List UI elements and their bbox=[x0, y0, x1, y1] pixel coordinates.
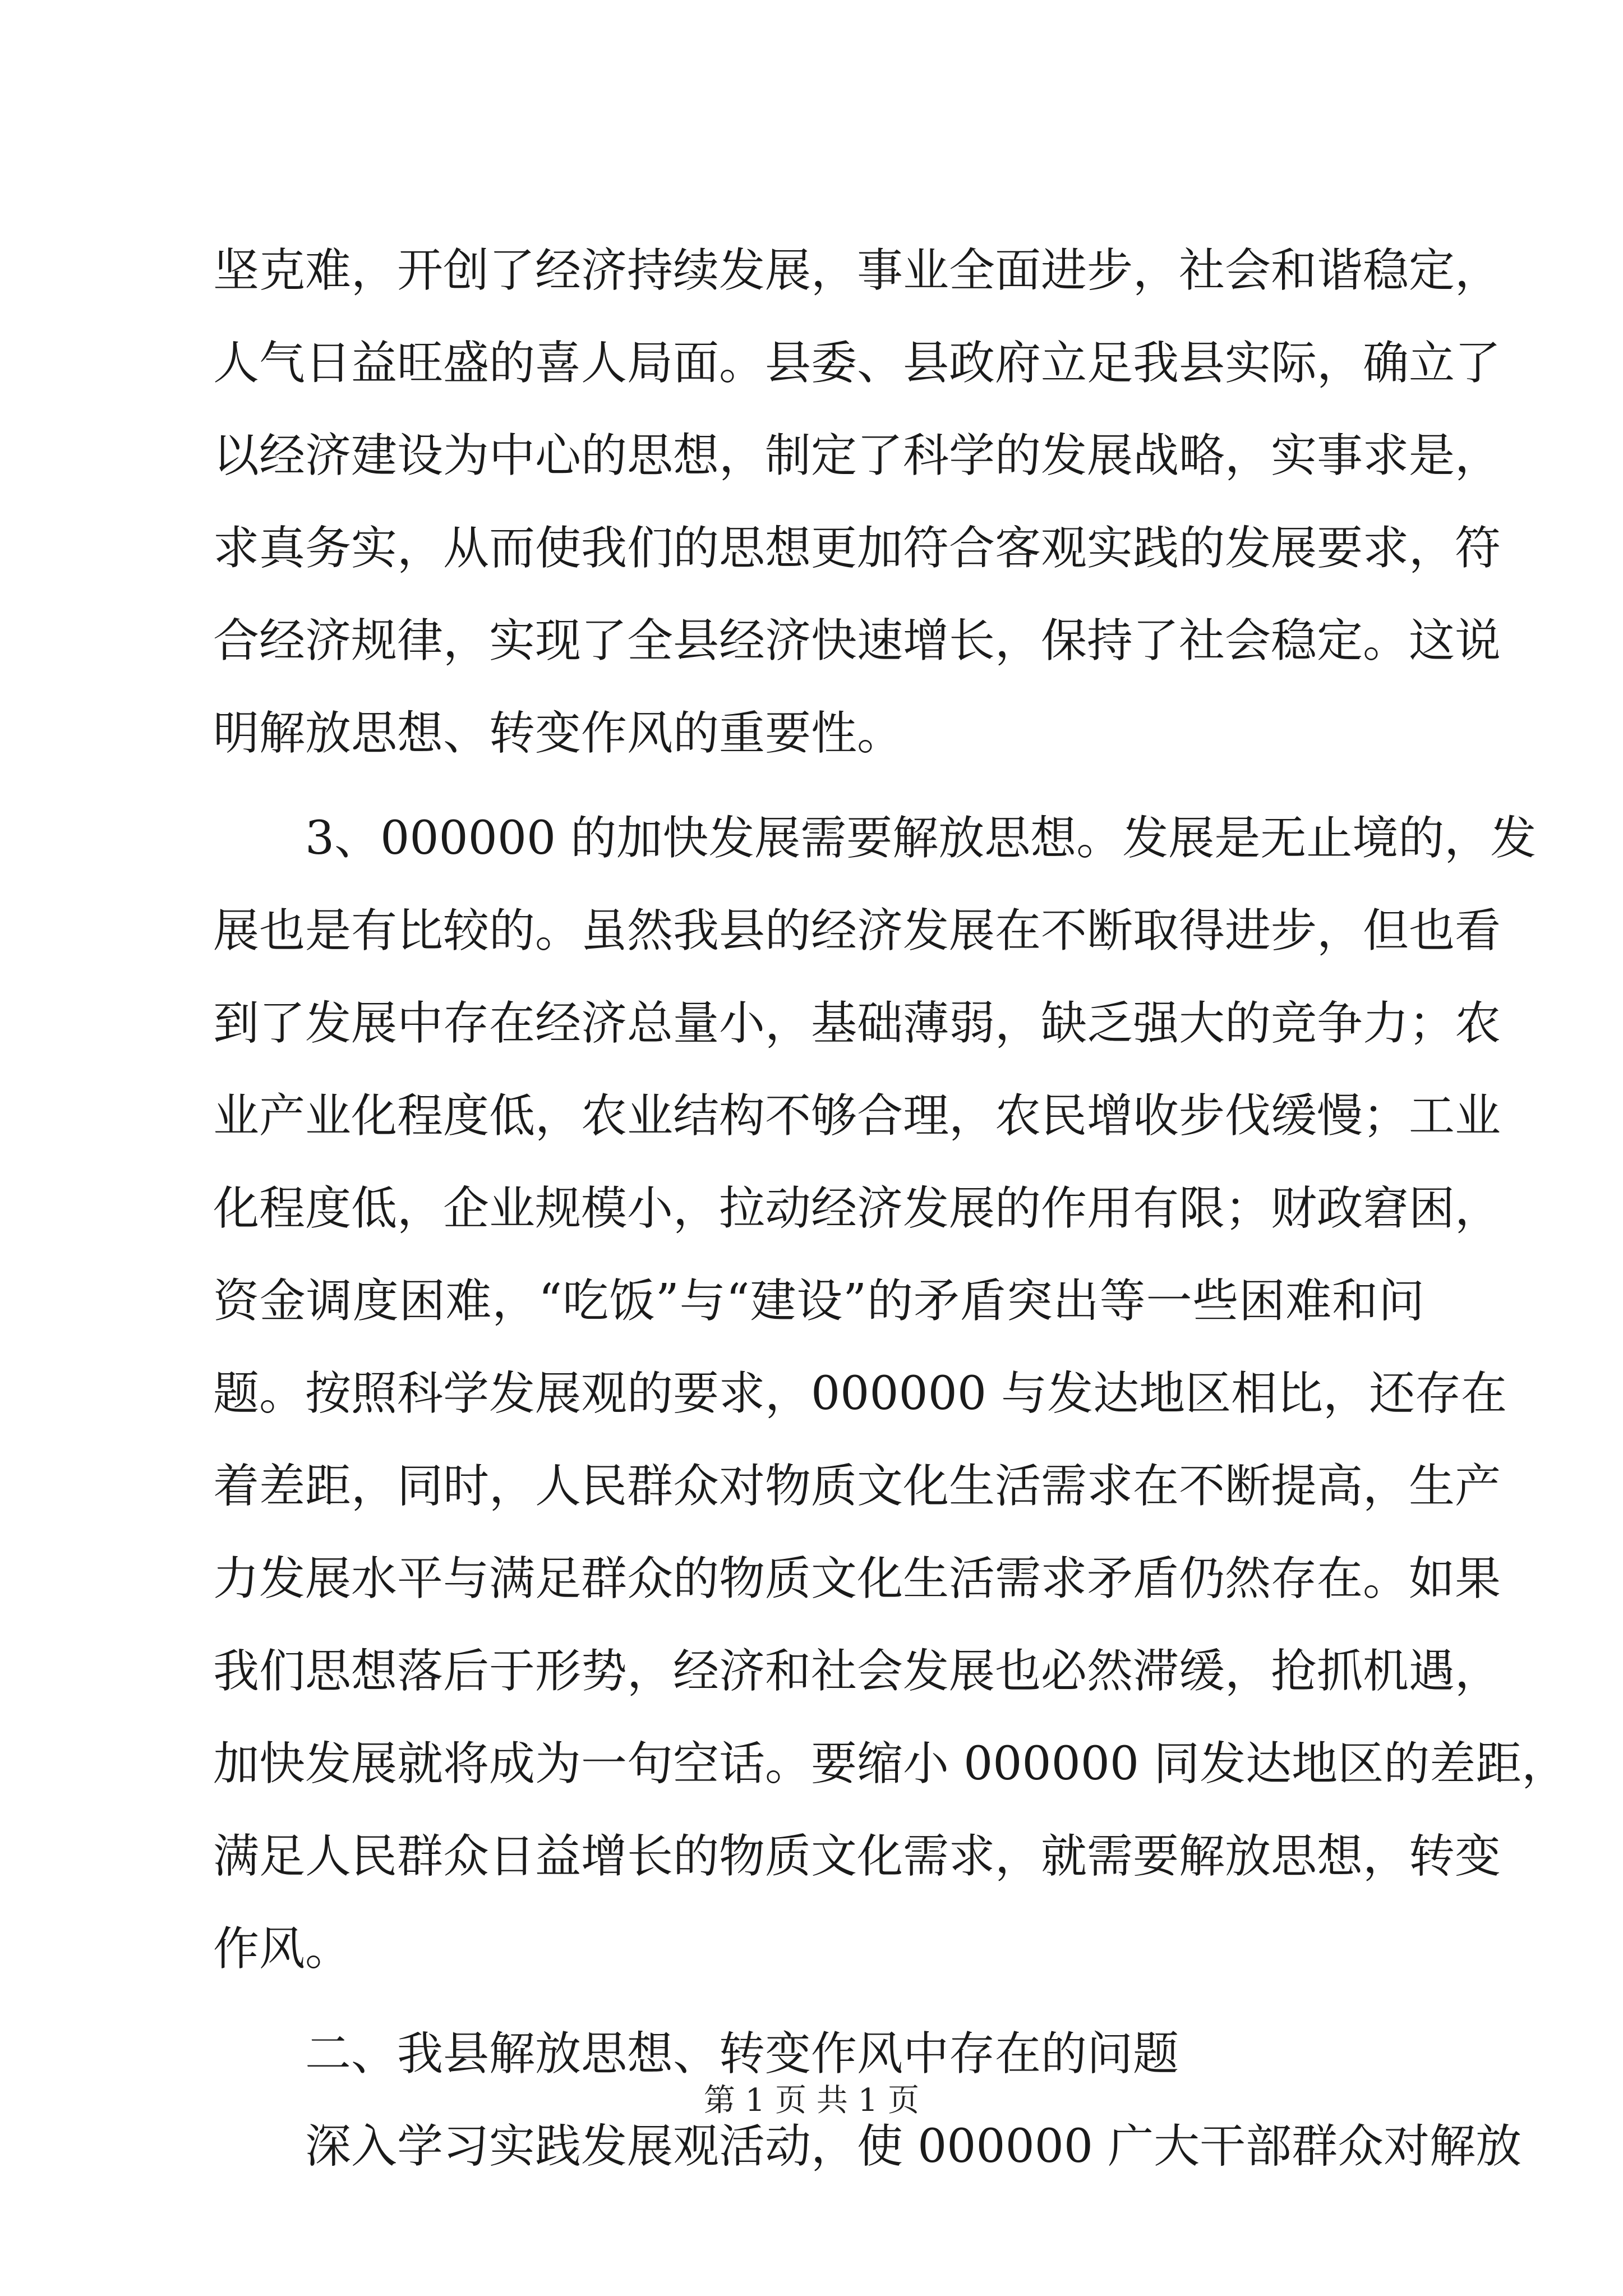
text-line: 人气日益旺盛的喜人局面。县委、县政府立足我县实际，确立了 bbox=[213, 337, 1501, 390]
text-line: 展也是有比较的。虽然我县的经济发展在不断取得进步，但也看 bbox=[213, 904, 1501, 958]
text-line: 作风。 bbox=[213, 1922, 352, 1976]
text-line: 着差距，同时，人民群众对物质文化生活需求在不断提高，生产 bbox=[213, 1460, 1501, 1513]
text-line: 加快发展就将成为一句空话。要缩小 000000 同发达地区的差距， bbox=[213, 1737, 1568, 1791]
paragraph-2 bbox=[213, 792, 1568, 1995]
text-line: 3、000000 的加快发展需要解放思想。发展是无止境的，发 bbox=[305, 812, 1537, 865]
text-line: 以经济建设为中心的思想，制定了科学的发展战略，实事求是， bbox=[213, 429, 1501, 482]
text-line: 深入学习实践发展观活动，使 000000 广大干部群众对解放 bbox=[305, 2120, 1522, 2173]
text-line: 资金调度困难，“吃饭”与“建设”的矛盾突出等一些困难和问 bbox=[213, 1274, 1424, 1328]
text-line: 合经济规律，实现了全县经济快速增长，保持了社会稳定。这说 bbox=[213, 614, 1501, 668]
paragraph-1 bbox=[213, 224, 1501, 780]
text-line: 化程度低，企业规模小，拉动经济发展的作用有限；财政窘困， bbox=[213, 1182, 1501, 1235]
text-line: 满足人民群众日益增长的物质文化需求，就需要解放思想，转变 bbox=[213, 1830, 1501, 1883]
text-line: 题。按照科学发展观的要求，000000 与发达地区相比，还存在 bbox=[213, 1367, 1507, 1420]
text-line: 求真务实，从而使我们的思想更加符合客观实践的发展要求，符 bbox=[213, 522, 1501, 575]
text-line: 明解放思想、转变作风的重要性。 bbox=[213, 707, 903, 760]
text-line: 到了发展中存在经济总量小，基础薄弱，缺乏强大的竞争力；农 bbox=[213, 997, 1501, 1050]
section-heading-text: 二、我县解放思想、转变作风中存在的问题 bbox=[305, 2027, 1179, 2081]
body-text bbox=[213, 224, 1568, 2193]
text-line: 我们思想落后于形势，经济和社会发展也必然滞缓，抢抓机遇， bbox=[213, 1645, 1501, 1698]
page-footer: 第 1 页 共 1 页 bbox=[703, 2082, 920, 2119]
text-line: 业产业化程度低，农业结构不够合理，农民增收步伐缓慢；工业 bbox=[213, 1089, 1501, 1143]
text-line: 力发展水平与满足群众的物质文化生活需求矛盾仍然存在。如果 bbox=[213, 1552, 1501, 1605]
text-line: 坚克难，开创了经济持续发展，事业全面进步，社会和谐稳定， bbox=[213, 244, 1501, 297]
